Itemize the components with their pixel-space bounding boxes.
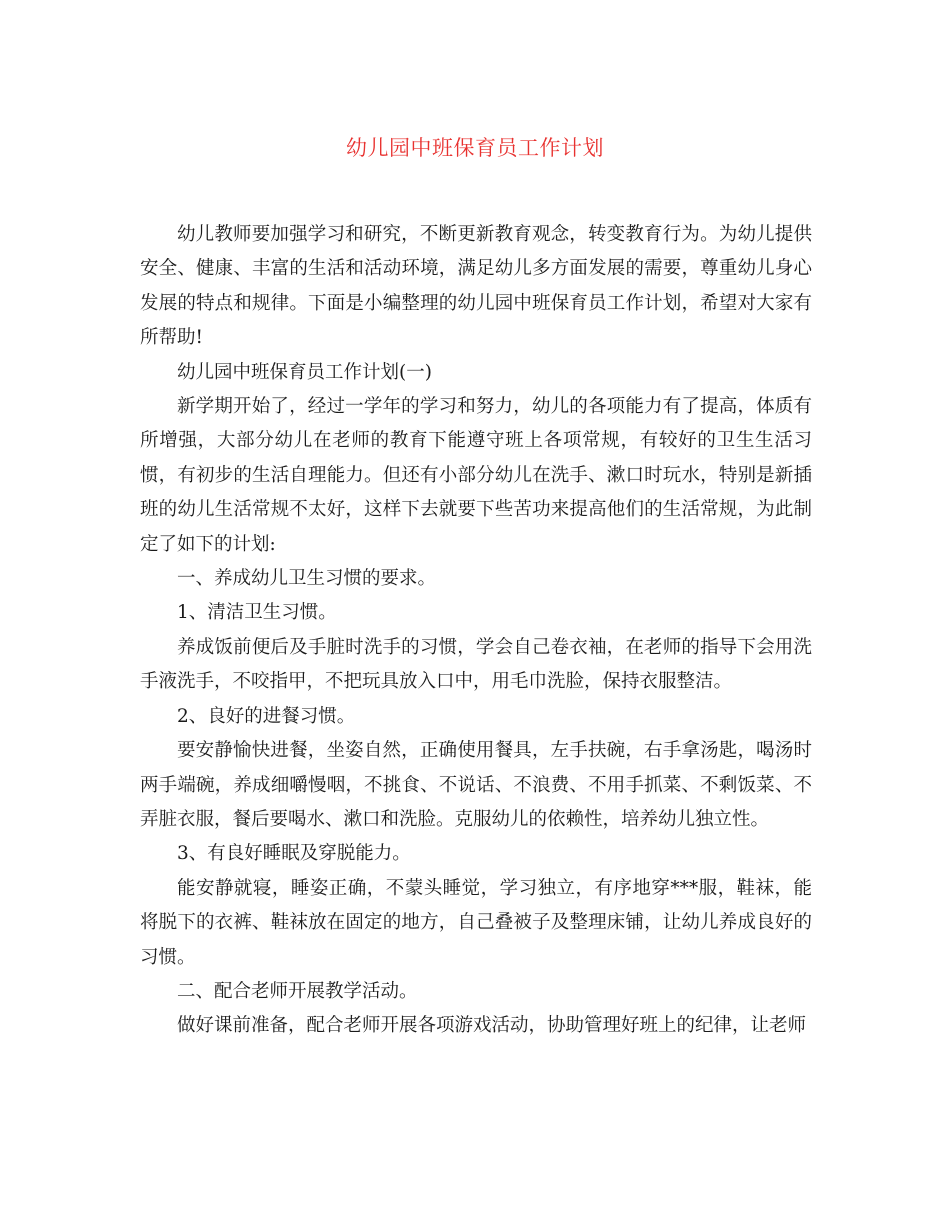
document-body [140, 218, 812, 1044]
section-heading-plan-one: 幼儿园中班保育员工作计划(一) [177, 361, 432, 383]
teaching-paragraph: 做好课前准备，配合老师开展各项游戏活动，协助管理好班上的纪律，让老师 [177, 1015, 807, 1037]
document-title: 幼儿园中班保育员工作计划 [346, 136, 604, 160]
section-heading-teaching: 二、配合老师开展教学活动。 [177, 980, 418, 1002]
sleep-paragraph: 能安静就寝，睡姿正确，不蒙头睡觉，学习独立，有序地穿***服，鞋袜，能将脱下的衣裤、鞋袜放在固定的地方，自己叠被子及整理床铺，让幼儿养成良好的习惯。 [140, 877, 812, 968]
cleanliness-paragraph: 养成饭前便后及手脏时洗手的习惯，学会自己卷衣袖，在老师的指导下会用洗手液洗手，不咬指甲，不把玩具放入口中，用毛巾洗脸，保持衣服整洁。 [140, 636, 812, 693]
subheading-sleep: 3、有良好睡眠及穿脱能力。 [177, 843, 411, 865]
intro-paragraph: 幼儿教师要加强学习和研究，不断更新教育观念，转变教育行为。为幼儿提供安全、健康、丰富的生活和活动环境，满足幼儿多方面发展的需要，尊重幼儿身心发展的特点和规律。下面是小编整理的幼儿园中班保育员工作计划，希望对大家有所帮助! [140, 224, 812, 349]
subheading-cleanliness: 1、清洁卫生习惯。 [177, 602, 337, 624]
eating-paragraph: 要安静愉快进餐，坐姿自然，正确使用餐具，左手扶碗，右手拿汤匙，喝汤时两手端碗，养成细嚼慢咽，不挑食、不说话、不浪费、不用手抓菜、不剩饭菜、不弄脏衣服，餐后要喝水、漱口和洗脸。克服幼儿的依赖性，培养幼儿独立性。 [140, 740, 812, 830]
section-heading-hygiene: 一、养成幼儿卫生习惯的要求。 [177, 568, 437, 590]
plan-background-paragraph: 新学期开始了，经过一学年的学习和努力，幼儿的各项能力有了提高，体质有所增强，大部分幼儿在老师的教育下能遵守班上各项常规，有较好的卫生生活习惯，有初步的生活自理能力。但还有小部分幼儿在洗手、漱口时玩水，特别是新插班的幼儿生活常规不太好，这样下去就要下些苦功来提高他们的生活常规，为此制定了如下的计划: [140, 396, 812, 555]
subheading-eating: 2、良好的进餐习惯。 [177, 705, 356, 727]
